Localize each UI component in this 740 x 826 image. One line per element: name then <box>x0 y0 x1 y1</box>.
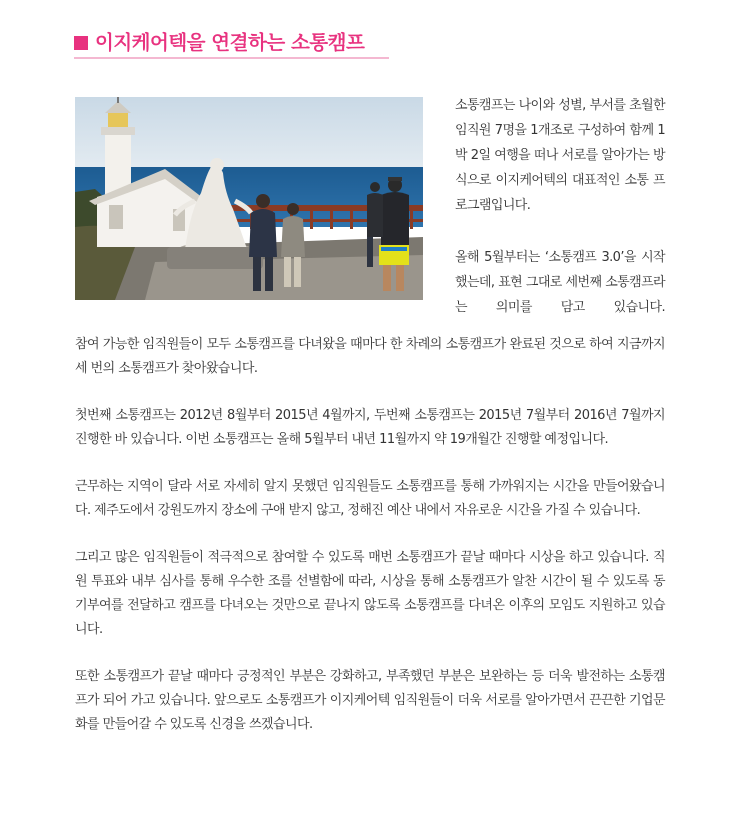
section-title <box>74 30 389 59</box>
side-paragraph: 소통캠프는 나이와 성별, 부서를 초월한 임직원 7명을 1개조로 구성하여 함께 1박 2일 여행을 떠나 서로를 알아가는 방식으로 이지케어텍의 대표적인 소통 프로그램입니다. <box>455 98 665 213</box>
photo-illustration <box>75 97 423 300</box>
camp-photo <box>75 97 423 300</box>
body-paragraph: 또한 소통캠프가 끝날 때마다 긍정적인 부분은 강화하고, 부족했던 부분은 보완하는 등 더욱 발전하는 소통캠프가 되어 가고 있습니다. 앞으로도 소통캠프가 이지케어텍 임직원들이 더욱 서로를 알아가면서 끈끈한 기업문화를 만들어갈 수 있도록 신경을 쓰겠습니다. <box>75 669 665 732</box>
article-body <box>75 333 665 760</box>
body-paragraph: 그리고 많은 임직원들이 적극적으로 참여할 수 있도록 매번 소통캠프가 끝날 때마다 시상을 하고 있습니다. 직원 투표와 내부 심사를 통해 우수한 조를 선별함에 따라, 시상을 통해 소통캠프가 알찬 시간이 될 수 있도록 동기부여를 전달하고 캠프를 다녀오는 것만으로 끝나지 않도록 소통캠프를 다녀온 이후의 모임도 지원하고 있습니다. <box>75 550 665 637</box>
body-paragraph: 근무하는 지역이 달라 서로 자세히 알지 못했던 임직원들도 소통캠프를 통해 가까워지는 시간을 만들어왔습니다. 제주도에서 강원도까지 장소에 구애 받지 않고, 정해진 예산 내에서 자유로운 시간을 가질 수 있습니다. <box>75 479 665 518</box>
side-paragraph: 올해 5월부터는 ‘소통캠프 3.0’을 시작했는데, 표현 그대로 세번째 소통캠프라는 의미를 담고 있습니다. <box>455 250 665 315</box>
section-title-text: 이지케어텍을 연결하는 소통캠프 <box>95 31 365 54</box>
title-square-icon <box>74 36 88 50</box>
body-paragraph: 참여 가능한 임직원들이 모두 소통캠프를 다녀왔을 때마다 한 차례의 소통캠프가 완료된 것으로 하여 지금까지 세 번의 소통캠프가 찾아왔습니다. <box>75 337 665 376</box>
intro-column <box>455 93 665 320</box>
body-paragraph: 첫번째 소통캠프는 2012년 8월부터 2015년 4월까지, 두번째 소통캠프는 2015년 7월부터 2016년 7월까지 진행한 바 있습니다. 이번 소통캠프는 올해 5월부터 내년 11월까지 약 19개월간 진행할 예정입니다. <box>75 408 665 447</box>
